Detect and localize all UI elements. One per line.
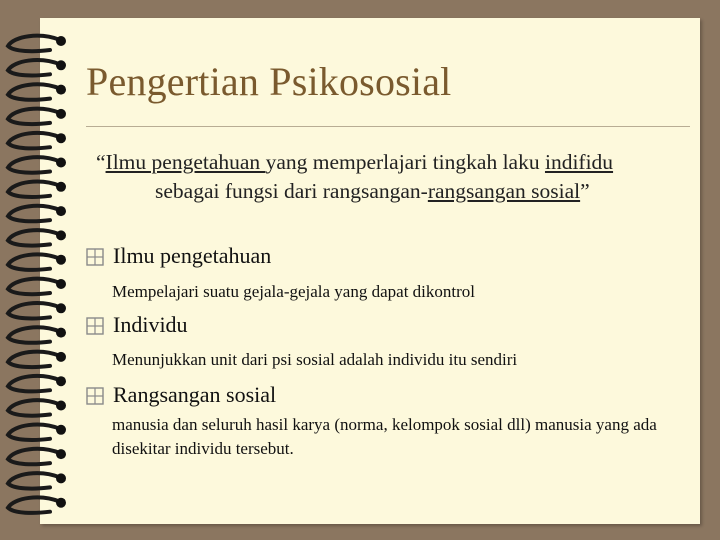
bullet-description: Menunjukkan unit dari psi sosial adalah individu itu sendiri	[112, 350, 518, 369]
spiral-ring	[8, 36, 60, 51]
binding-hole	[56, 376, 66, 386]
binding-hole	[56, 303, 66, 313]
bullet-item-individu	[86, 312, 188, 338]
spiral-ring	[8, 230, 60, 245]
page-title: Pengertian Psikososial	[86, 59, 452, 104]
spiral-binding-icon	[0, 0, 80, 540]
spiral-ring	[8, 449, 60, 464]
binding-hole	[56, 60, 66, 70]
spiral-ring	[8, 254, 60, 269]
spiral-ring	[8, 425, 60, 440]
binding-hole	[56, 36, 66, 46]
bullet-description: Mempelajari suatu gejala-gejala yang dapat dikontrol	[112, 282, 476, 301]
binding-hole	[56, 449, 66, 459]
four-box-bullet-icon	[86, 387, 104, 405]
quote-term-rangsangan-sosial: rangsangan sosial	[427, 179, 581, 203]
quote-close: ”	[580, 179, 590, 203]
binding-hole	[56, 182, 66, 192]
spiral-ring	[8, 84, 60, 99]
spiral-ring	[8, 133, 60, 148]
binding-hole	[56, 109, 66, 119]
binding-hole	[56, 85, 66, 95]
bullet-item-rangsangan-sosial	[86, 382, 276, 408]
spiral-ring	[8, 157, 60, 172]
quote-text: yang memperlajari tingkah laku	[265, 150, 545, 174]
binding-hole	[56, 498, 66, 508]
spiral-ring	[8, 400, 60, 415]
quote-text-line2: sebagai fungsi dari rangsangan-	[155, 179, 428, 203]
spiral-ring	[8, 327, 60, 342]
bullet-label: Individu	[113, 312, 188, 337]
quote-open: “	[96, 150, 106, 174]
spiral-ring	[8, 279, 60, 294]
quote-term-ilmu-pengetahuan: Ilmu pengetahuan	[105, 150, 266, 174]
definition-quote	[96, 148, 696, 206]
four-box-bullet-icon	[86, 317, 104, 335]
bullet-description: manusia dan seluruh hasil karya (norma, kelompok sosial dll) manusia yang ada disekitar individu tersebut.	[112, 415, 657, 458]
spiral-ring	[8, 60, 60, 75]
spiral-ring	[8, 206, 60, 221]
bullet-item-ilmu-pengetahuan	[86, 243, 271, 269]
spiral-ring	[8, 497, 60, 512]
binding-hole	[56, 158, 66, 168]
bullet-label: Ilmu pengetahuan	[113, 243, 272, 268]
spiral-ring	[8, 473, 60, 488]
binding-hole	[56, 206, 66, 216]
binding-hole	[56, 328, 66, 338]
quote-term-indifidu: indifidu	[544, 150, 614, 174]
binding-hole	[56, 401, 66, 411]
binding-hole	[56, 473, 66, 483]
binding-hole	[56, 133, 66, 143]
spiral-ring	[8, 303, 60, 318]
binding-hole	[56, 352, 66, 362]
spiral-ring	[8, 109, 60, 124]
binding-hole	[56, 255, 66, 265]
title-divider	[86, 126, 690, 127]
binding-hole	[56, 230, 66, 240]
four-box-bullet-icon	[86, 248, 104, 266]
spiral-ring	[8, 352, 60, 367]
bullet-label: Rangsangan sosial	[113, 382, 277, 407]
binding-hole	[56, 425, 66, 435]
spiral-ring	[8, 182, 60, 197]
spiral-ring	[8, 376, 60, 391]
binding-hole	[56, 279, 66, 289]
